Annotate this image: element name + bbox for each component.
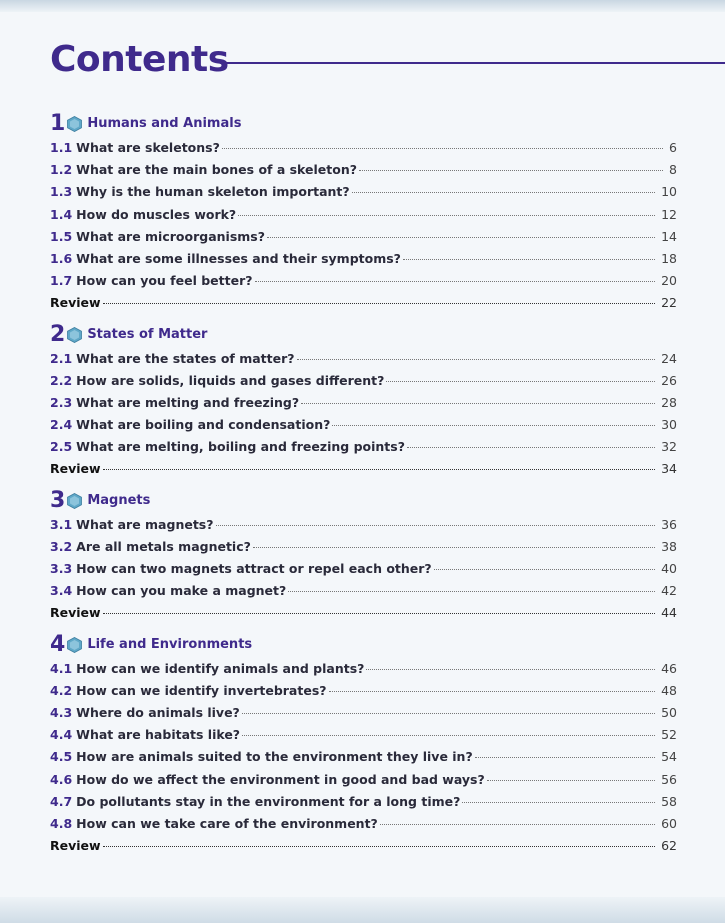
- dot-leader: [403, 258, 655, 260]
- entry-title: What are boiling and condensation?: [76, 417, 331, 433]
- chapter-title[interactable]: States of Matter: [87, 326, 208, 342]
- entry-page-number: 12: [661, 206, 677, 222]
- entry-number: 1.3: [50, 184, 73, 200]
- toc-entry[interactable]: [50, 248, 677, 270]
- dot-leader: [487, 779, 655, 781]
- chapter-section: [50, 632, 677, 858]
- review-title: Review: [50, 295, 101, 311]
- dot-leader: [103, 845, 656, 847]
- toc-entry[interactable]: [50, 514, 677, 536]
- entry-page-number: 20: [661, 273, 677, 289]
- entry-page-number: 46: [661, 660, 677, 676]
- chapter-section: [50, 488, 677, 625]
- dot-leader: [359, 169, 663, 171]
- entry-page-number: 28: [661, 394, 677, 410]
- entry-page-number: 10: [661, 184, 677, 200]
- entry-title: How can we take care of the environment?: [76, 815, 378, 831]
- dot-leader: [253, 546, 655, 548]
- entry-title: How can two magnets attract or repel each other?: [76, 561, 432, 576]
- entry-title: How do we affect the environment in good and bad ways?: [76, 771, 485, 787]
- entry-number: 4.5: [50, 749, 73, 765]
- entry-page-number: 30: [661, 417, 677, 433]
- dot-leader: [462, 801, 655, 803]
- entry-page-number: 26: [661, 372, 677, 388]
- entry-title: How do muscles work?: [76, 206, 237, 222]
- review-page-number: 44: [661, 605, 677, 621]
- dot-leader: [352, 191, 655, 193]
- toc-entry[interactable]: [50, 813, 677, 835]
- review-title: Review: [50, 838, 101, 854]
- dot-leader: [386, 380, 655, 382]
- entry-title: How are animals suited to the environment they live in?: [76, 749, 473, 765]
- chapter-section: [50, 111, 677, 315]
- dot-leader: [301, 402, 655, 404]
- review-entry[interactable]: [50, 602, 677, 624]
- chapter-number: 3: [50, 487, 66, 513]
- review-entry[interactable]: [50, 292, 677, 314]
- toc-entry[interactable]: [50, 658, 677, 680]
- toc-entry[interactable]: [50, 724, 677, 746]
- entry-number: 2.4: [50, 417, 73, 433]
- review-page-number: 34: [661, 461, 677, 477]
- entry-number: 4.6: [50, 771, 73, 787]
- review-entry[interactable]: [50, 458, 677, 480]
- entry-title: How can you make a magnet?: [76, 583, 287, 599]
- toc-entry[interactable]: [50, 392, 677, 414]
- entry-title: What are habitats like?: [76, 727, 241, 743]
- toc-entry[interactable]: [50, 536, 677, 558]
- dot-leader: [216, 524, 656, 526]
- review-entry[interactable]: [50, 835, 677, 857]
- entry-number: 1.6: [50, 250, 73, 266]
- page-title: Contents: [50, 39, 229, 80]
- hexagon-skeleton-icon: [67, 116, 82, 132]
- chapter-heading: [50, 111, 677, 137]
- entry-title: Do pollutants stay in the environment for a long time?: [76, 793, 461, 809]
- table-of-contents: [50, 111, 677, 857]
- toc-entry[interactable]: [50, 137, 677, 159]
- entry-number: 2.1: [50, 350, 73, 366]
- entry-title: What are skeletons?: [76, 140, 220, 155]
- dot-leader: [366, 668, 655, 670]
- entry-number: 4.8: [50, 815, 73, 831]
- hexagon-leaf-icon: [67, 637, 82, 653]
- dot-leader: [222, 147, 663, 149]
- entry-title: What are the main bones of a skeleton?: [76, 162, 357, 178]
- entry-title: What are some illnesses and their symptoms?: [76, 250, 401, 266]
- entry-page-number: 24: [661, 350, 677, 366]
- entry-number: 1.1: [50, 140, 73, 155]
- toc-entry[interactable]: [50, 680, 677, 702]
- entry-page-number: 8: [669, 162, 677, 178]
- toc-entry[interactable]: [50, 558, 677, 580]
- entry-number: 3.3: [50, 561, 73, 576]
- entry-page-number: 54: [661, 749, 677, 765]
- entry-page-number: 6: [669, 140, 677, 155]
- dot-leader: [242, 712, 655, 714]
- entry-number: 1.5: [50, 228, 73, 244]
- entry-page-number: 36: [661, 516, 677, 532]
- hexagon-matter-icon: [67, 327, 82, 343]
- hexagon-magnet-icon: [67, 493, 82, 509]
- entry-number: 1.7: [50, 273, 73, 289]
- entry-title: What are the states of matter?: [76, 350, 295, 366]
- toc-entry[interactable]: [50, 746, 677, 768]
- toc-entry[interactable]: [50, 414, 677, 436]
- chapter-number: 1: [50, 111, 66, 136]
- toc-entry[interactable]: [50, 370, 677, 392]
- entry-title: What are melting, boiling and freezing points?: [76, 439, 405, 455]
- toc-entry[interactable]: [50, 436, 677, 458]
- dot-leader: [103, 612, 656, 614]
- chapter-title[interactable]: Life and Environments: [87, 636, 253, 652]
- entry-number: 4.3: [50, 704, 73, 720]
- entry-number: 4.7: [50, 793, 73, 809]
- title-rule: [220, 62, 725, 64]
- toc-entry[interactable]: [50, 791, 677, 813]
- chapter-heading: [50, 632, 677, 658]
- entry-title: Why is the human skeleton important?: [76, 184, 350, 200]
- entry-number: 1.4: [50, 206, 73, 222]
- entry-page-number: 14: [661, 228, 677, 244]
- entry-title: What are microorganisms?: [76, 228, 265, 244]
- entry-page-number: 56: [661, 771, 677, 787]
- entry-number: 3.4: [50, 583, 73, 599]
- dot-leader: [380, 823, 655, 825]
- toc-entry[interactable]: [50, 226, 677, 248]
- dot-leader: [103, 302, 656, 304]
- dot-leader: [475, 756, 655, 758]
- dot-leader: [329, 690, 656, 692]
- review-title: Review: [50, 461, 101, 477]
- entry-title: Where do animals live?: [76, 704, 240, 720]
- dot-leader: [255, 280, 656, 282]
- toc-entry[interactable]: [50, 348, 677, 370]
- review-title: Review: [50, 605, 101, 621]
- review-page-number: 22: [661, 295, 677, 311]
- entry-title: What are magnets?: [76, 516, 214, 532]
- entry-page-number: 18: [661, 250, 677, 266]
- chapter-title[interactable]: Magnets: [87, 492, 151, 508]
- toc-entry[interactable]: [50, 580, 677, 602]
- entry-title: How can we identify animals and plants?: [76, 660, 365, 676]
- entry-page-number: 38: [661, 538, 677, 554]
- chapter-number: 4: [50, 631, 66, 657]
- dot-leader: [288, 590, 655, 592]
- toc-entry[interactable]: [50, 769, 677, 791]
- entry-page-number: 40: [661, 561, 677, 576]
- toc-entry[interactable]: [50, 270, 677, 292]
- entry-number: 4.4: [50, 727, 73, 743]
- entry-page-number: 58: [661, 793, 677, 809]
- contents-header: [50, 38, 725, 82]
- entry-title: Are all metals magnetic?: [76, 538, 251, 554]
- toc-entry[interactable]: [50, 181, 677, 203]
- review-page-number: 62: [661, 838, 677, 854]
- chapter-number: 2: [50, 321, 66, 347]
- toc-entry[interactable]: [50, 204, 677, 226]
- entry-number: 2.5: [50, 439, 73, 455]
- dot-leader: [297, 358, 656, 360]
- dot-leader: [407, 446, 655, 448]
- entry-title: How can you feel better?: [76, 273, 253, 289]
- entry-number: 2.2: [50, 372, 73, 388]
- entry-number: 1.2: [50, 162, 73, 178]
- toc-entry[interactable]: [50, 159, 677, 181]
- dot-leader: [242, 734, 655, 736]
- entry-page-number: 60: [661, 815, 677, 831]
- toc-entry[interactable]: [50, 702, 677, 724]
- dot-leader: [238, 214, 655, 216]
- chapter-heading: [50, 322, 677, 348]
- entry-number: 4.1: [50, 660, 73, 676]
- dot-leader: [103, 468, 656, 470]
- entry-page-number: 48: [661, 682, 677, 698]
- entry-title: How can we identify invertebrates?: [76, 682, 327, 698]
- chapter-title[interactable]: Humans and Animals: [87, 116, 242, 131]
- entry-title: What are melting and freezing?: [76, 394, 300, 410]
- entry-page-number: 52: [661, 727, 677, 743]
- entry-number: 2.3: [50, 394, 73, 410]
- dot-leader: [332, 424, 655, 426]
- entry-number: 3.1: [50, 516, 73, 532]
- entry-page-number: 32: [661, 439, 677, 455]
- chapter-section: [50, 322, 677, 481]
- dot-leader: [267, 236, 655, 238]
- chapter-heading: [50, 488, 677, 514]
- dot-leader: [434, 568, 655, 570]
- entry-page-number: 42: [661, 583, 677, 599]
- entry-title: How are solids, liquids and gases different?: [76, 372, 385, 388]
- entry-number: 4.2: [50, 682, 73, 698]
- entry-page-number: 50: [661, 704, 677, 720]
- entry-number: 3.2: [50, 538, 73, 554]
